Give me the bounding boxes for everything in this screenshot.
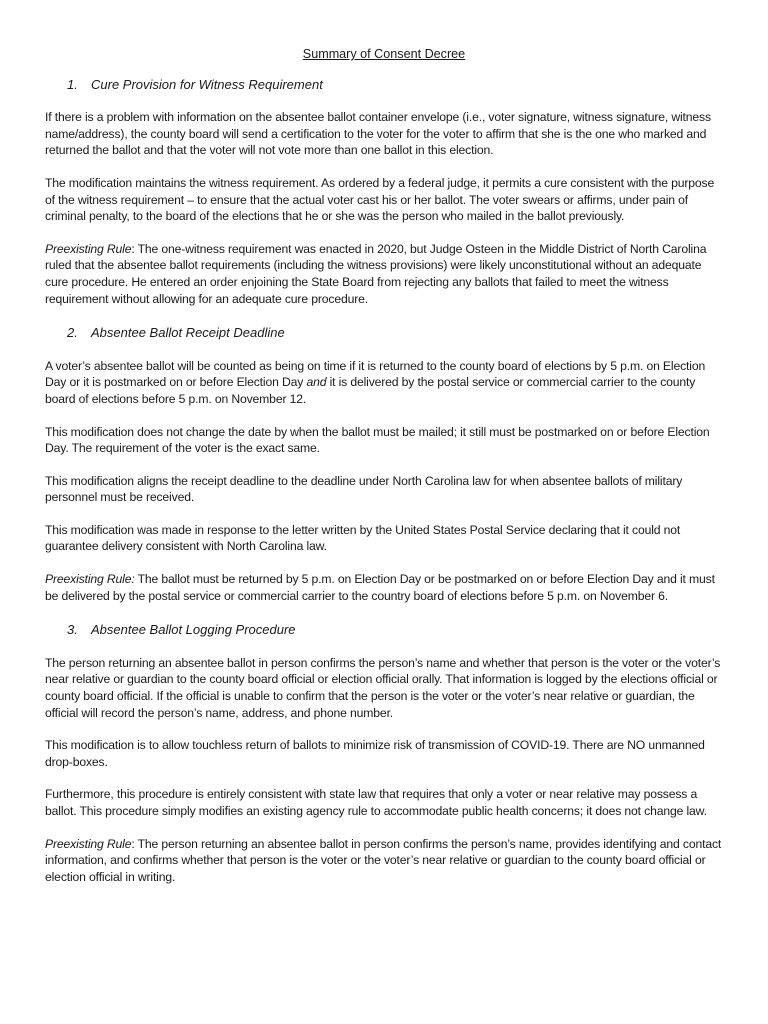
paragraph: The person returning an absentee ballot in person confirms the person’s name and whether that person is the voter or the voter’s near relative or guardian to the county board official or election official orally. That information is logged by the elections official or county board official. If the official is unable to confirm that the person is the voter or the voter’s near relative or guardian, the official will record the person’s name, address, and phone number. [45,655,721,720]
paragraph: This modification is to allow touchless return of ballots to minimize risk of transmission of COVID-19. There are NO unmanned drop-boxes. [45,738,705,769]
paragraph: This modification aligns the receipt deadline to the deadline under North Carolina law for when absentee ballots of military personnel must be received. [45,473,683,505]
preexisting-rule-paragraph [45,241,723,307]
document-title: Summary of Consent Decree [302,47,466,61]
preexisting-rule-separator: : [131,241,135,256]
section-heading-receipt-deadline [45,325,723,342]
preexisting-rule-label: Preexisting Rule: [45,572,135,587]
paragraph-emphasis: and [306,375,327,390]
section-title: Absentee Ballot Logging Procedure [91,622,296,638]
preexisting-rule-paragraph [45,836,723,886]
paragraph: If there is a problem with information on the absentee ballot container envelope (i.e., voter signature, witness signature, witness name/address), the county board will send a certification to the voter for the voter to affirm that she is the one who marked and returned the ballot and that the voter will not vote more than one ballot in this election. [45,110,711,158]
paragraph-text: it is delivered by the postal service or commercial carrier to the county board of elections before 5 p.m. on November 12. [45,375,696,406]
paragraph: This modification does not change the date by when the ballot must be mailed; it still must be postmarked on or before Election Day. The requirement of the voter is the exact same. [45,424,710,456]
preexisting-rule-separator: : [131,836,135,851]
paragraph: Furthermore, this procedure is entirely consistent with state law that requires that only a voter or near relative may possess a ballot. This procedure simply modifies an existing agency rule to accommodate public health concerns; it does not change law. [45,787,707,818]
section-heading-logging-procedure [45,622,723,639]
document-page [45,46,723,901]
paragraph: The modification maintains the witness requirement. As ordered by a federal judge, it permits a cure consistent with the purpose of the witness requirement – to ensure that the actual voter cast his or her ballot. The voter swears or affirms, under pain of criminal penalty, to the board of the elections that he or she was the person who mailed in the ballot previously. [45,175,715,224]
section-heading-cure-provision [45,77,723,94]
preexisting-rule-text: The person returning an absentee ballot in person confirms the person’s name, provides identifying and contact information, and confirms whether that person is the voter or the voter’s near relative or guardian to the county board official or election official in writing. [45,836,722,884]
preexisting-rule-label: Preexisting Rule [45,836,132,851]
section-number: 3. [67,622,78,638]
section-title: Absentee Ballot Receipt Deadline [91,325,285,341]
paragraph [45,358,723,408]
section-number: 2. [67,325,78,341]
paragraph: This modification was made in response to the letter written by the United States Postal Service declaring that it could not guarantee delivery consistent with North Carolina law. [45,522,681,554]
preexisting-rule-paragraph [45,571,723,604]
paragraph-text: A voter’s absentee ballot will be counted as being on time if it is returned to the county board of elections by 5 p.m. on Election Day or it is postmarked on or before Election Day [45,358,706,390]
preexisting-rule-text: The one-witness requirement was enacted in 2020, but Judge Osteen in the Middle District of North Carolina ruled that the absentee ballot requirements (including the witness provisions) were likely unconstitutional without an adequate cure procedure. He entered an order enjoining the State Board from rejecting any ballots that failed to meet the witness requirement without allowing for an adequate cure procedure. [45,241,707,306]
preexisting-rule-text: The ballot must be returned by 5 p.m. on Election Day or be postmarked on or before Election Day and it must be delivered by the postal service or commercial carrier to the country board of elections before 5 p.m. on November 6. [45,572,715,603]
section-number: 1. [67,76,78,92]
preexisting-rule-label: Preexisting Rule [45,241,132,256]
section-title: Cure Provision for Witness Requirement [91,76,323,92]
